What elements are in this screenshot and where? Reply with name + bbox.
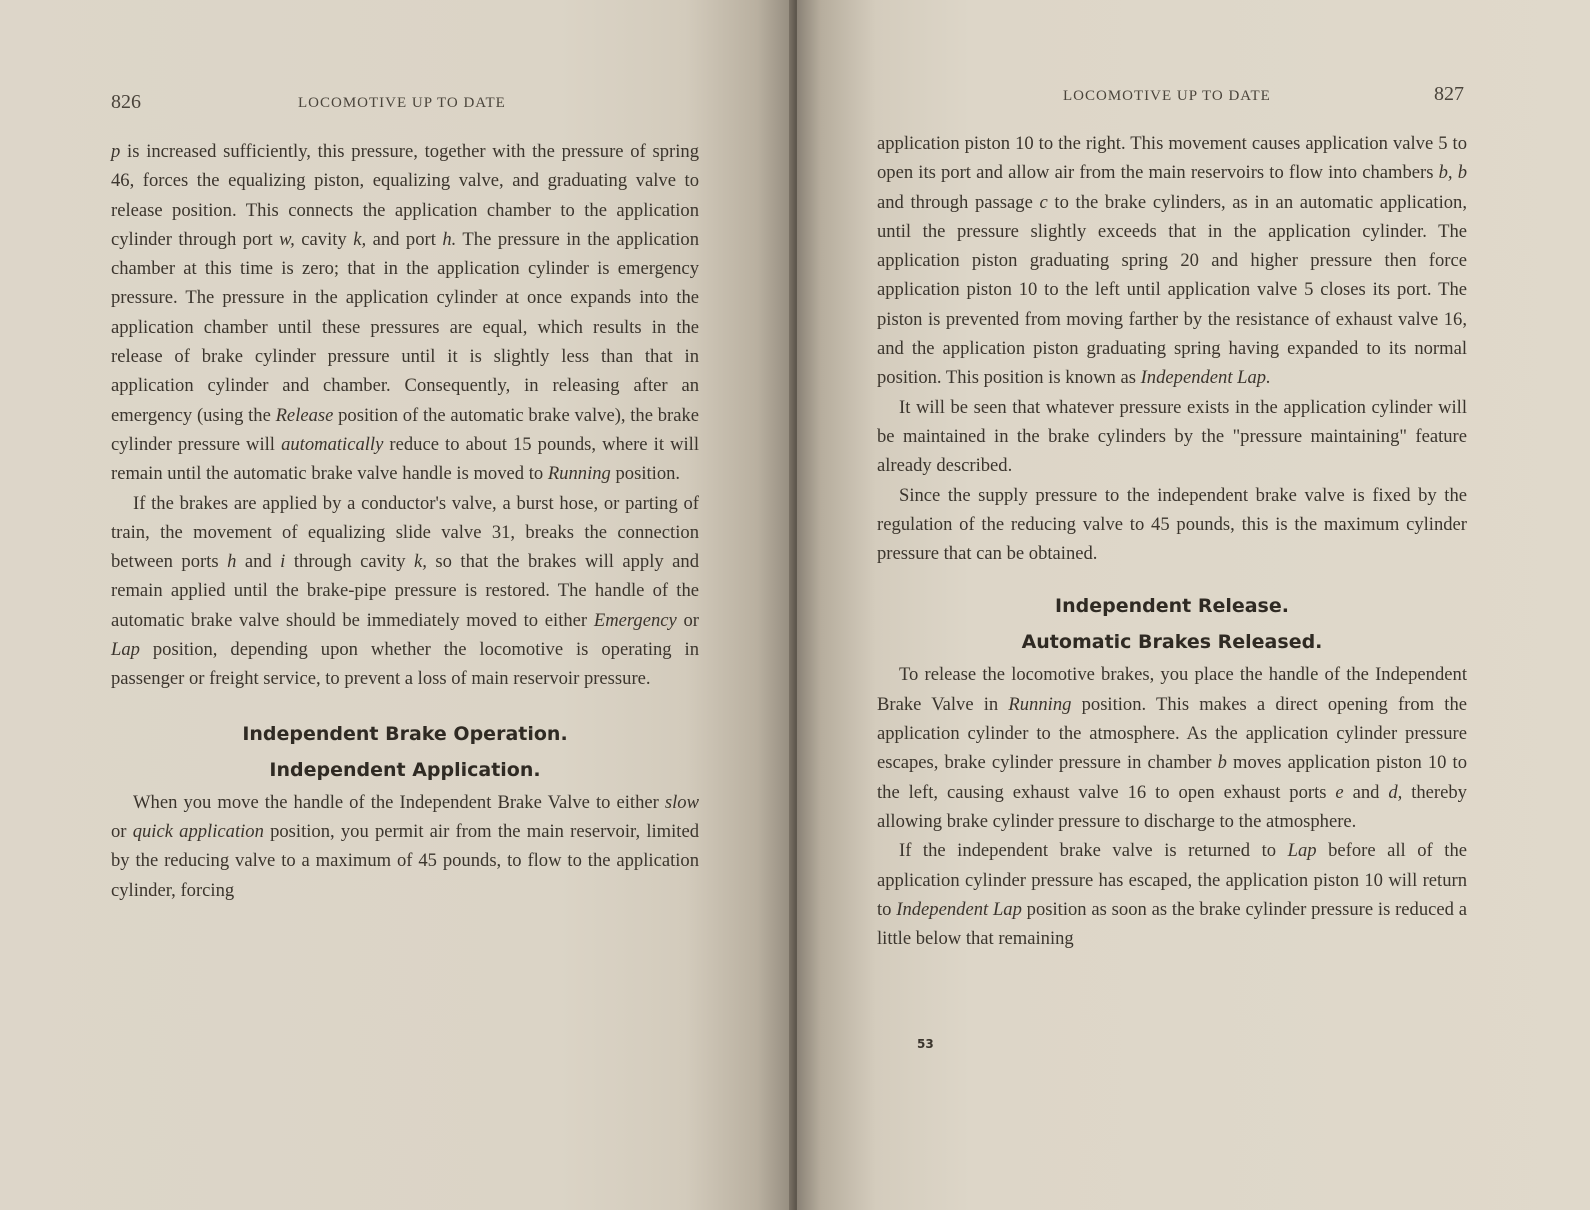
right-paragraph-5: If the independent brake valve is returned to Lap before all of the application cylinder pressure has escaped, the application piston 10 will return to Independent Lap position as soon as the brake cylinder pressure is reduced a little below that remaining — [877, 840, 1467, 950]
page-number-left: 826 — [111, 91, 141, 113]
signature-mark: 53 — [917, 1037, 934, 1051]
left-paragraph-3: When you move the handle of the Independent Brake Valve to either slow or quick application position, you permit air from the main reservoir, limited by the reducing valve to a maximum of 45 pounds, to flow to the application cylinder, forcing — [111, 791, 699, 901]
running-head-left: LOCOMOTIVE UP TO DATE — [298, 95, 506, 111]
section-heading-independent-application: Independent Application. — [269, 758, 541, 781]
left-text-body — [111, 137, 699, 905]
right-page — [797, 0, 1590, 1210]
page-number-right: 827 — [1434, 83, 1464, 105]
left-paragraph-2: If the brakes are applied by a conductor's valve, a burst hose, or parting of train, the movement of equalizing slide valve 31, breaks the connection between ports h and i through cavity k, so that the brakes will apply and remain applied until the brake-pipe pressure is restored. The handle of the automatic brake valve should be immediately moved to either Emergency or Lap position, depending upon whether the locomotive is operating in passenger or freight service, to prevent a loss of main reservoir pressure. — [111, 492, 699, 690]
right-paragraph-2: It will be seen that whatever pressure exists in the application cylinder will be maintained in the brake cylinders by the "pressure maintaining" feature already described. — [877, 396, 1467, 477]
right-paragraph-1: application piston 10 to the right. This movement causes application valve 5 to open its port and allow air from the main reservoirs to flow into chambers b, b and through passage c to the brake cylinders, as in an automatic application, until the pressure slightly exceeds that in the application cylinder. The application piston graduating spring 20 and higher pressure then force application piston 10 to the left until application valve 5 closes its port. The piston is prevented from moving farther by the resistance of exhaust valve 16, and the application piston graduating spring having expanded to its normal position. This position is known as Independent Lap. — [877, 133, 1468, 389]
running-head-right: LOCOMOTIVE UP TO DATE — [1063, 88, 1271, 104]
left-paragraph-1: p is increased sufficiently, this pressure, together with the pressure of spring 46, forces the equalizing piston, equalizing valve, and graduating valve to release position. This connects the application chamber to the application cylinder through port w, cavity k, and port h. The pressure in the application chamber at this time is zero; that in the application cylinder is emergency pressure. The pressure in the application cylinder at once expands into the application chamber until these pressures are equal, which results in the release of brake cylinder pressure until it is slightly less than that in application cylinder and chamber. Consequently, in releasing after an emergency (using the Release position of the automatic brake valve), the brake cylinder pressure will automatically reduce to about 15 pounds, where it will remain until the automatic brake valve handle is moved to Running position. — [111, 141, 699, 485]
right-text-body — [877, 129, 1467, 953]
right-paragraph-4: To release the locomotive brakes, you place the handle of the Independent Brake Valve in Running position. This makes a direct opening from the application cylinder to the atmosphere. As the application cylinder pressure escapes, brake cylinder pressure in chamber b moves application piston 10 to the left, causing exhaust valve 16 to open exhaust ports e and d, thereby allowing brake cylinder pressure to discharge to the atmosphere. — [877, 664, 1467, 832]
section-heading-independent-brake-operation: Independent Brake Operation. — [242, 722, 568, 745]
section-heading-automatic-brakes-released: Automatic Brakes Released. — [1021, 631, 1323, 654]
right-paragraph-3: Since the supply pressure to the independent brake valve is fixed by the regulation of the reducing valve to 45 pounds, this is the maximum cylinder pressure that can be obtained. — [877, 484, 1467, 565]
section-heading-independent-release: Independent Release. — [1055, 595, 1289, 618]
